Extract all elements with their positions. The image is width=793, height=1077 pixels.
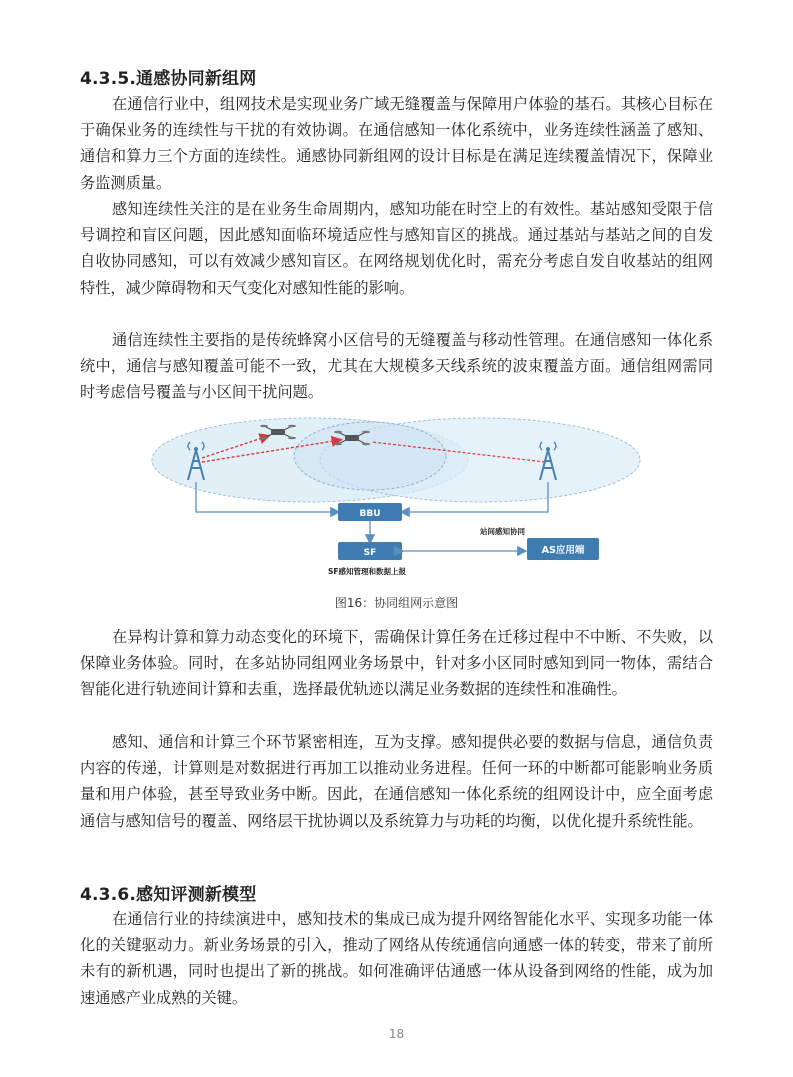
paragraph: 在通信行业的持续演进中，感知技术的集成已成为提升网络智能化水平、实现多功能一体化的关键驱动力。新业务场景的引入，推动了网络从传统通信向通感一体的转变，带来了前所未有的新机遇，同时也提出了新的挑战。如何准确评估通感一体从设备到网络的性能，成为加速通感产业成熟的关键。 <box>80 910 713 1007</box>
section-heading-4-3-6: 4.3.6.感知评测新模型 <box>80 885 257 905</box>
network-diagram <box>150 414 643 586</box>
paragraph: 通信连续性主要指的是传统蜂窝小区信号的无缝覆盖与移动性管理。在通信感知一体化系统中，通信与感知覆盖可能不一致，尤其在大规模多天线系统的波束覆盖方面。通信组网需同时考虑信号覆盖与小区间干扰问题。 <box>80 331 713 402</box>
paragraph: 在异构计算和算力动态变化的环境下，需确保计算任务在迁移过程中不中断、不失败，以保障业务体验。同时，在多站协同组网业务场景中，针对多小区同时感知到同一物体，需结合智能化进行轨迹间计算和去重，选择最优轨迹以满足业务数据的连续性和准确性。 <box>80 628 713 699</box>
figure-caption: 图16：协同组网示意图 <box>334 596 459 610</box>
network-diagram-svg <box>150 414 643 586</box>
sf-sub-label: SF感知管理和数据上报 <box>328 567 407 576</box>
page-number: 18 <box>388 1027 405 1041</box>
paragraph: 感知、通信和计算三个环节紧密相连，互为支撑。感知提供必要的数据与信息，通信负责内容的传递，计算则是对数据进行再加工以推动业务进程。任何一环的中断都可能影响业务质量和用户体验，甚至导致业务中断。因此，在通信感知一体化系统的组网设计中，应全面考虑通信与感知信号的覆盖、网络层干扰协调以及系统算力与功耗的均衡，以优化提升系统性能。 <box>80 733 713 830</box>
section-heading-4-3-5: 4.3.5.通感协同新组网 <box>80 69 257 89</box>
paragraph: 感知连续性关注的是在业务生命周期内，感知功能在时空上的有效性。基站感知受限于信号调控和盲区问题，因此感知面临环境适应性与感知盲区的挑战。通过基站与基站之间的自发自收协同感知，可以有效减少感知盲区。在网络规划优化时，需充分考虑自发自收基站的组网特性，减少障碍物和天气变化对感知性能的影响。 <box>80 200 713 297</box>
sf-label: SF <box>363 548 377 558</box>
as-label: AS应用端 <box>541 545 585 556</box>
bbu-label: BBU <box>359 509 381 519</box>
inter-station-label: 站间感知协同 <box>480 527 525 536</box>
coverage-ellipse-center <box>294 422 446 490</box>
paragraph: 在通信行业中，组网技术是实现业务广域无缝覆盖与保障用户体验的基石。其核心目标在于确保业务的连续性与干扰的有效协调。在通信感知一体化系统中，业务连续性涵盖了感知、通信和算力三个方面的连续性。通感协同新组网的设计目标是在满足连续覆盖情况下，保障业务监测质量。 <box>80 95 713 192</box>
